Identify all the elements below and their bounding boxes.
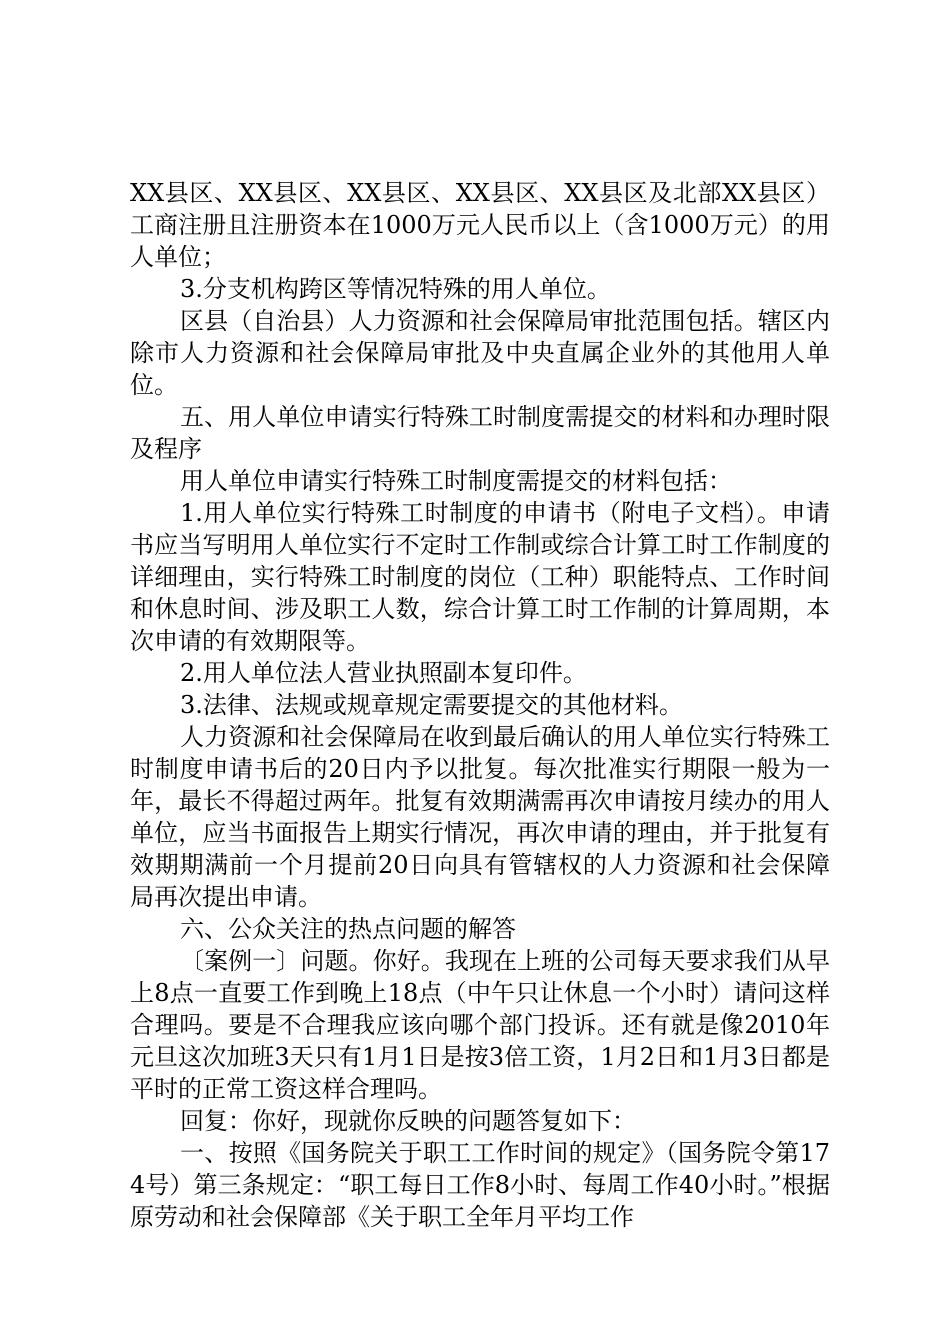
paragraph: 区县（自治县）人力资源和社会保障局审批范围包括。辖区内除市人力资源和社会保障局审批及中央直属企业外的其他用人单位。 [130,307,830,399]
section-heading: 五、用人单位申请实行特殊工时制度需提交的材料和办理时限及程序 [130,403,830,463]
paragraph: 一、按照《国务院关于职工工作时间的规定》（国务院令第174号）第三条规定：“职工每日工作8小时、每周工作40小时。”根据原劳动和社会保障部《关于职工全年月平均工作 [130,1139,830,1231]
paragraph: 回复：你好，现就你反映的问题答复如下： [180,1107,636,1135]
list-item: 1.用人单位实行特殊工时制度的申请书（附电子文档）。申请书应当写明用人单位实行不定时工作制或综合计算工时工作制度的详细理由，实行特殊工时制度的岗位（工种）职能特点、工作时间和休息时间、涉及职工人数，综合计算工时工作制的计算周期，本次申请的有效期限等。 [130,499,830,655]
list-item: 2.用人单位法人营业执照副本复印件。 [180,659,587,687]
document-body [130,177,830,1233]
list-item: 3.法律、法规或规章规定需要提交的其他材料。 [180,691,683,719]
section-heading: 六、公众关注的热点问题的解答 [180,915,516,943]
paragraph: 〔案例一〕问题。你好。我现在上班的公司每天要求我们从早上8点一直要工作到晚上18点（中午只让休息一个小时）请问这样合理吗。要是不合理我应该向哪个部门投诉。还有就是像2010年元旦这次加班3天只有1月1日是按3倍工资，1月2日和1月3日都是平时的正常工资这样合理吗。 [130,947,830,1103]
paragraph: 用人单位申请实行特殊工时制度需提交的材料包括： [180,467,732,495]
paragraph: XX县区、XX县区、XX县区、XX县区、XX县区及北部XX县区）工商注册且注册资本在1000万元人民币以上（含1000万元）的用人单位； [130,179,830,271]
paragraph: 3.分支机构跨区等情况特殊的用人单位。 [180,275,611,303]
paragraph: 人力资源和社会保障局在收到最后确认的用人单位实行特殊工时制度申请书后的20日内予以批复。每次批准实行期限一般为一年，最长不得超过两年。批复有效期满需再次申请按月续办的用人单位，应当书面报告上期实行情况，再次申请的理由，并于批复有效期期满前一个月提前20日向具有管辖权的人力资源和社会保障局再次提出申请。 [130,723,830,911]
